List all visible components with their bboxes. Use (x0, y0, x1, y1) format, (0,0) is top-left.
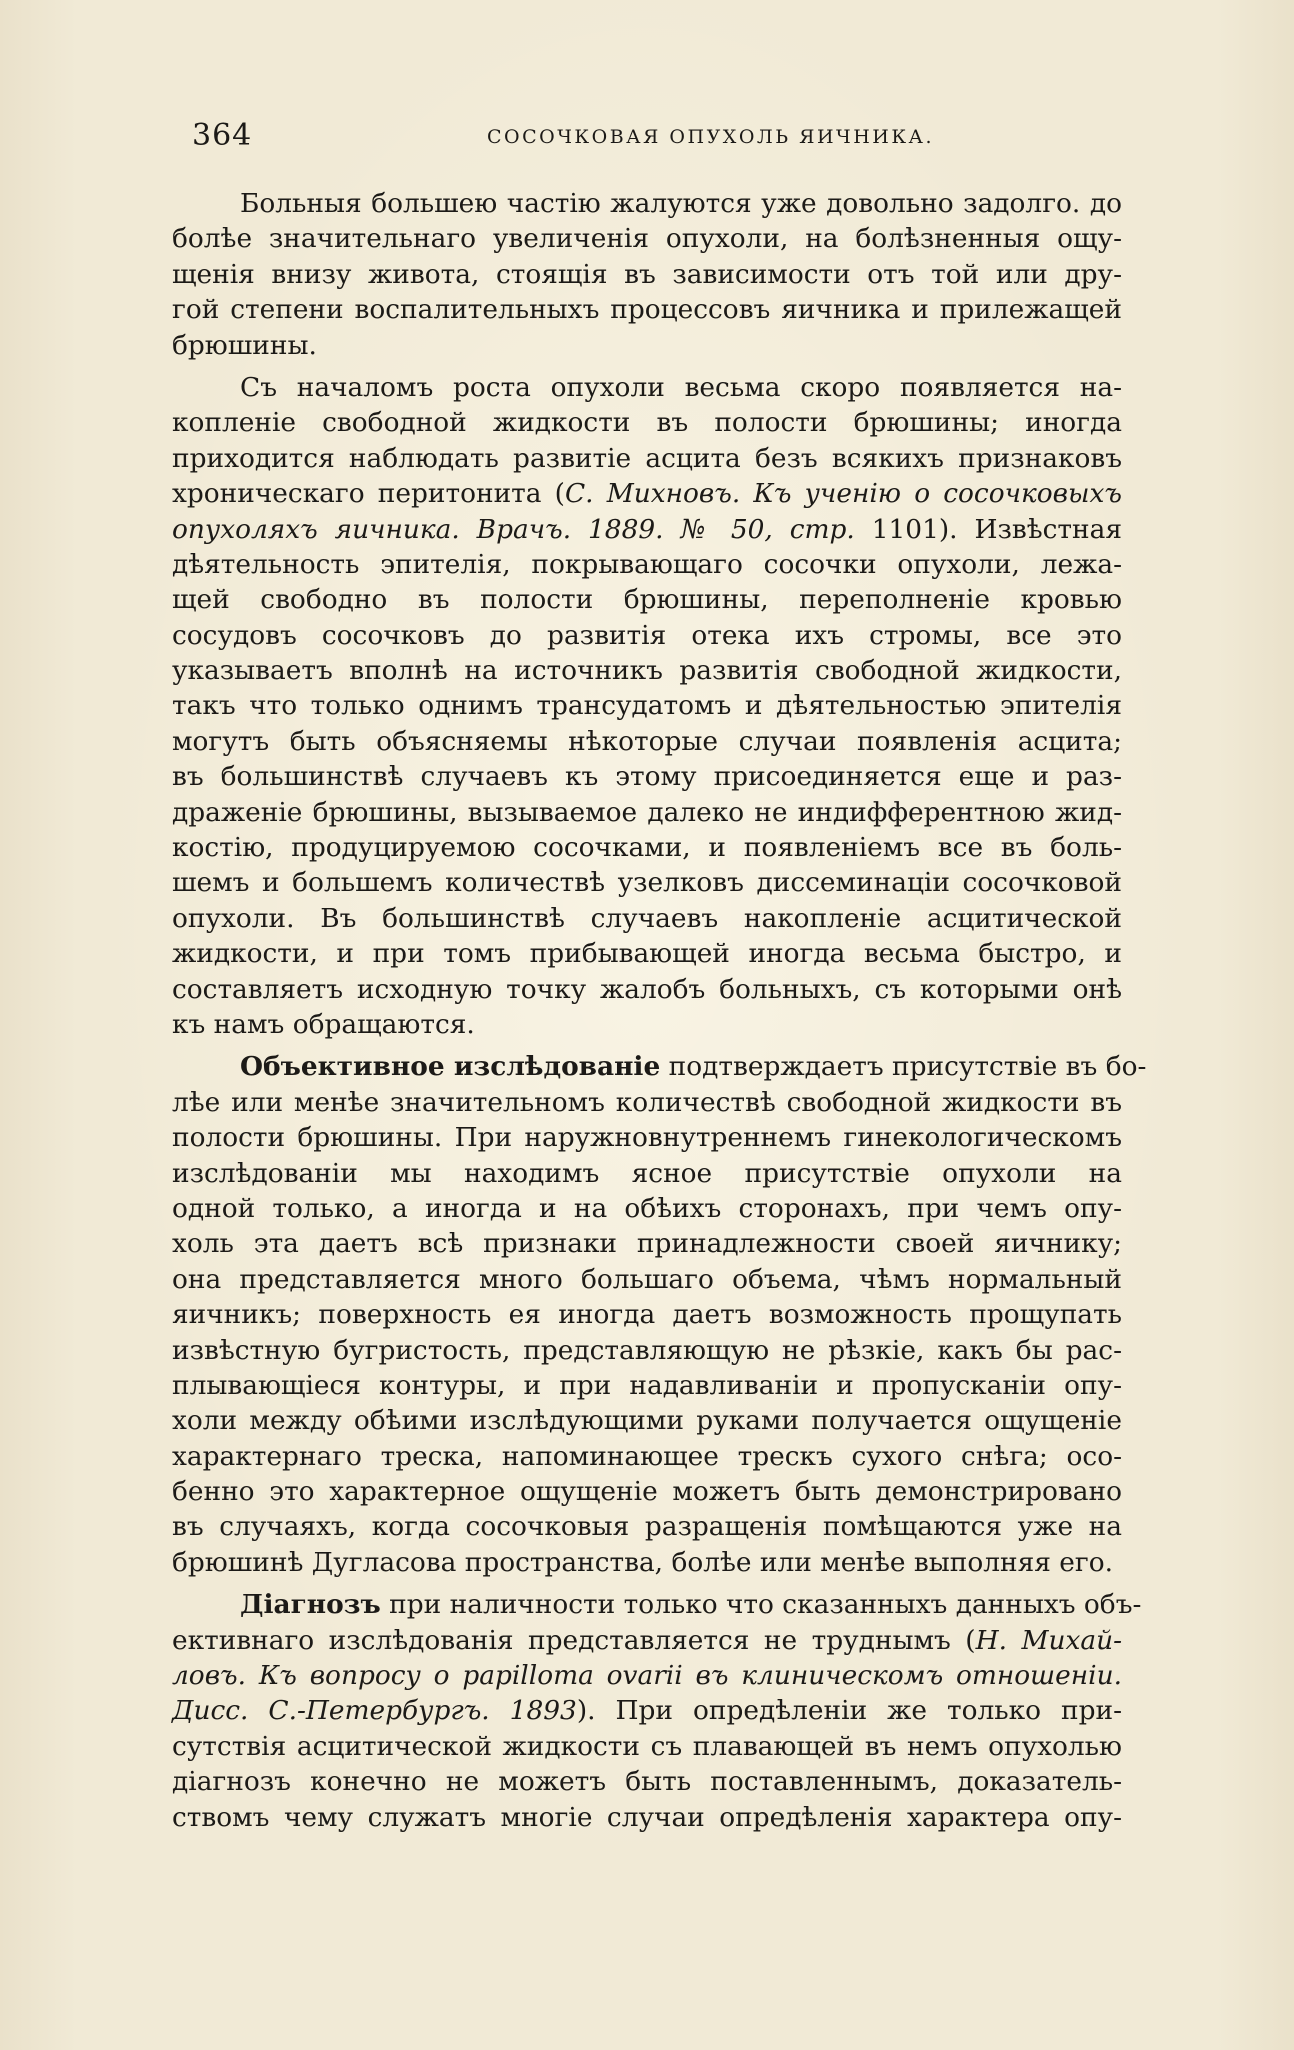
text-line: холь эта даетъ всѣ признаки принадлежности своей яичнику; (172, 1228, 1122, 1260)
paragraph-1 (172, 186, 1122, 363)
text-line: дѣятельность эпителія, покрывающаго сосочки опухоли, лежа- (172, 548, 1122, 580)
text-line: изслѣдованіи мы находимъ ясное присутствіе опухоли на (172, 1157, 1122, 1189)
text-run: хроническаго перитонита ( (172, 478, 565, 510)
text-line: характернаго треска, напоминающее трескъ сухого снѣга; осо- (172, 1440, 1122, 1472)
paragraph-gap (172, 363, 1122, 370)
text-line: діагнозъ конечно не можетъ быть поставленнымъ, доказатель- (172, 1766, 1122, 1798)
text-line: указываетъ вполнѣ на источникъ развитія свободной жидкости, (172, 655, 1122, 687)
text-line: Съ началомъ роста опухоли весьма скоро появляется на- (240, 371, 1122, 403)
citation: опухоляхъ яичника. Врачъ. 1889. № 50, стр. (172, 513, 855, 545)
section-lead: Діагнозъ (240, 1589, 381, 1621)
running-title: СОСОЧКОВАЯ ОПУХОЛЬ ЯИЧНИКА. (487, 126, 934, 148)
text-line: могутъ быть объясняемы нѣкоторые случаи появленія асцита; (172, 725, 1122, 757)
text-line: лѣе или менѣе значительномъ количествѣ свободной жидкости въ (172, 1086, 1122, 1118)
citation: Н. Михай- (975, 1624, 1123, 1656)
text-line: извѣстную бугристость, представляющую не рѣзкіе, какъ бы рас- (172, 1334, 1122, 1366)
text-line: брюшинѣ Дугласова пространства, болѣе или менѣе выполняя его. (172, 1546, 1114, 1578)
paragraph-gap (172, 1580, 1122, 1587)
citation: Дисс. С.-Петербургъ. 1893 (172, 1695, 577, 1727)
text-line: костію, продуцируемою сосочками, и появленіемъ все въ боль- (172, 832, 1122, 864)
text-line: полости брюшины. При наружновнутреннемъ гинекологическомъ (172, 1122, 1122, 1154)
text-line: драженіе брюшины, вызываемое далеко не индифферентною жид- (172, 796, 1122, 828)
text-line: такъ что только однимъ трансудатомъ и дѣятельностью эпителія (172, 690, 1122, 722)
text-line: въ случаяхъ, когда сосочковыя разращенія помѣщаются уже на (172, 1511, 1122, 1543)
text-line (172, 512, 1122, 547)
text-run: ективнаго изслѣдованія представляется не труднымъ ( (172, 1624, 976, 1656)
text-line: жидкости, и при томъ прибывающей иногда весьма быстро, и (172, 938, 1122, 970)
paragraph-2 (172, 370, 1122, 1042)
text-line: опухоли. Въ большинствѣ случаевъ накопленіе асцитической (172, 902, 1122, 934)
text-line: щенія внизу живота, стоящія въ зависимости отъ той или дру- (172, 258, 1122, 290)
citation: С. Михновъ. Къ ученію о сосочковыхъ (564, 478, 1122, 510)
paragraph-gap (172, 1042, 1122, 1049)
text-run: ). При опредѣленіи же только при- (576, 1695, 1123, 1727)
text-run: при наличности только что сказанныхъ данныхъ объ- (380, 1589, 1142, 1621)
text-line: бенно это характерное ощущеніе можетъ быть демонстрировано (172, 1476, 1122, 1508)
section-lead: Объективное изслѣдованіе (240, 1051, 661, 1083)
text-line: Больныя большею частію жалуются уже довольно задолго. до (240, 188, 1122, 219)
text-line: щей свободно въ полости брюшины, переполненіе кровью (172, 584, 1122, 616)
text-line (172, 476, 1122, 511)
text-line: копленіе свободной жидкости въ полости брюшины; иногда (172, 407, 1122, 439)
text-line (172, 1049, 1147, 1084)
text-line: къ намъ обращаются. (172, 1008, 475, 1040)
text-line: болѣе значительнаго увеличенія опухоли, на болѣзненныя ощу- (172, 223, 1122, 255)
text-line: ствомъ чему служатъ многіе случаи опредѣленія характера опу- (172, 1801, 1122, 1833)
text-line: она представляется много большаго объема, чѣмъ нормальный (172, 1263, 1122, 1295)
text-line (172, 1587, 1142, 1622)
text-line: плывающіеся контуры, и при надавливаніи и пропусканіи опу- (172, 1369, 1122, 1401)
text-line: холи между обѣими изслѣдующими руками получается ощущеніе (172, 1405, 1122, 1437)
text-line: ловъ. Къ вопросу о papilloma ovarii въ клиническомъ отношеніи. (172, 1660, 1122, 1692)
text-run: 1101). Извѣстная (854, 513, 1122, 545)
text-line: шемъ и большемъ количествѣ узелковъ диссеминаціи сосочковой (172, 867, 1122, 899)
text-line: составляетъ исходную точку жалобъ больныхъ, съ которыми онѣ (172, 973, 1122, 1005)
paragraph-3 (172, 1049, 1147, 1580)
text-line: въ большинствѣ случаевъ къ этому присоединяется еще и раз- (172, 761, 1122, 793)
text-line (172, 1693, 1122, 1728)
text-line: гой степени воспалительныхъ процессовъ яичника и прилежащей (172, 294, 1122, 326)
page-number: 364 (192, 118, 253, 153)
text-line: брюшины. (172, 329, 317, 361)
body-text (172, 186, 1147, 1835)
paragraph-4 (172, 1587, 1142, 1835)
text-line: яичникъ; поверхность ея иногда даетъ возможность прощупать (172, 1299, 1122, 1331)
text-line: сосудовъ сосочковъ до развитія отека ихъ стромы, все это (172, 619, 1122, 651)
text-run: подтверждаетъ присутствіе въ бо- (660, 1051, 1147, 1083)
text-line: приходится наблюдать развитіе асцита безъ всякихъ признаковъ (172, 442, 1122, 474)
text-line: сутствія асцитической жидкости съ плавающей въ немъ опухолью (172, 1730, 1122, 1762)
text-line (172, 1623, 1122, 1658)
page-header (192, 118, 1092, 158)
text-line: одной только, а иногда и на обѣихъ сторонахъ, при чемъ опу- (172, 1192, 1122, 1224)
